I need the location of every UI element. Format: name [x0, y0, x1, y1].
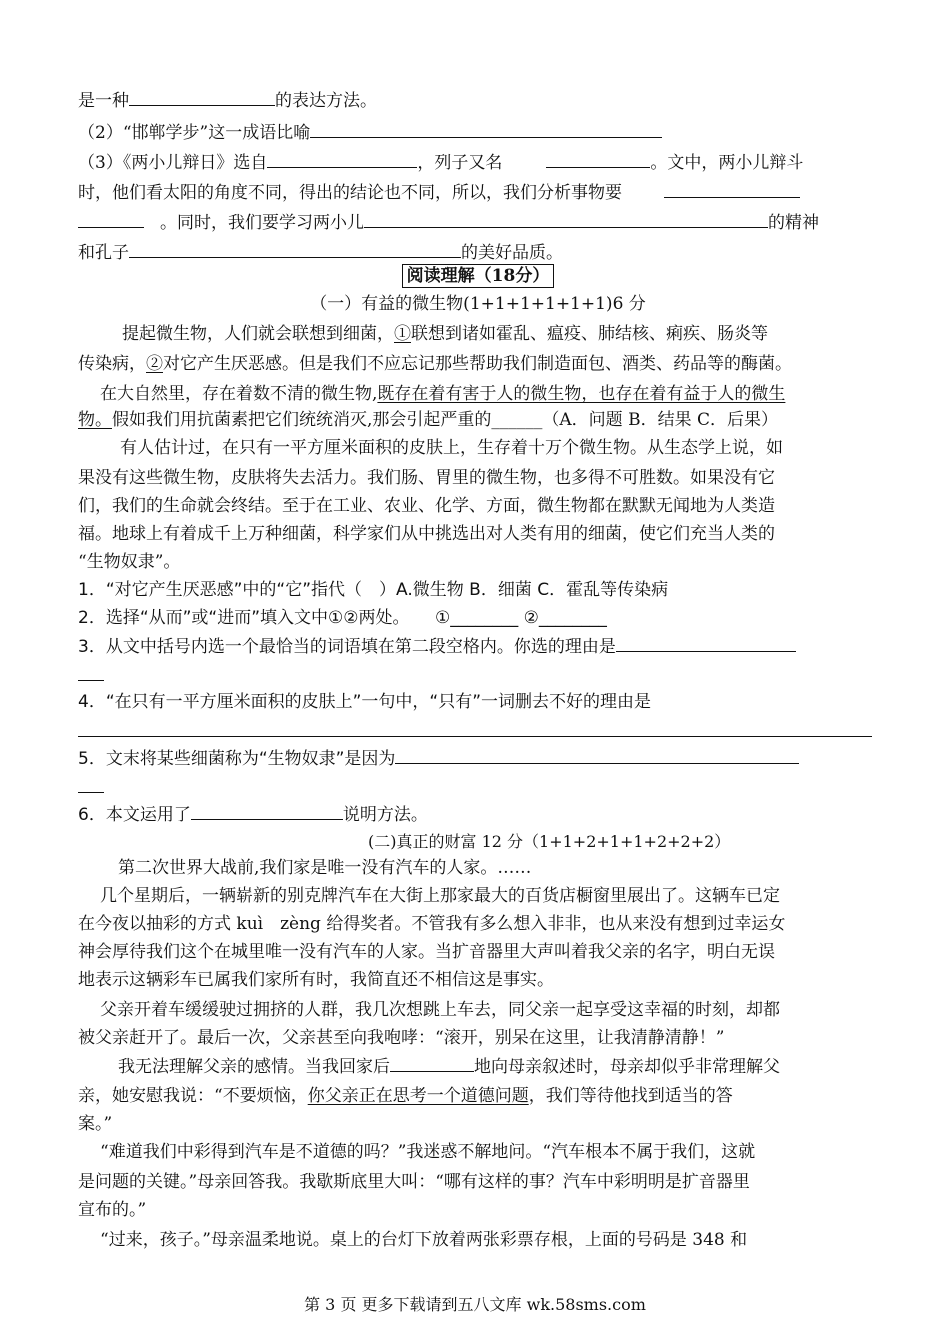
answer-blank[interactable] — [546, 150, 650, 168]
text: 联想到诸如霍乱、瘟疫、肺结核、痢疾、肠炎等 — [411, 324, 768, 344]
passage1-line — [78, 352, 878, 376]
passage1-title: （一）有益的微生物(1+1+1+1+1+1)6 分 — [310, 294, 646, 314]
fill-line-5 — [78, 210, 878, 235]
text: 。文中，两小儿辩斗 — [650, 153, 804, 173]
answer-blank[interactable] — [390, 1054, 474, 1072]
passage2-line: 神会厚待我们这个在城里唯一没有汽车的人家。当扩音器里大声叫着我父亲的名字，明白无误 — [78, 942, 775, 962]
text: 6．本文运用了 — [78, 805, 191, 825]
text: ，我们等待他找到适当的答 — [528, 1086, 733, 1106]
passage2-line: 地表示这辆彩车已属我们家所有时，我简直还不相信这是事实。 — [78, 970, 554, 990]
passage2-line: 案。” — [78, 1114, 113, 1134]
blank-marker-1: ① — [394, 324, 411, 344]
fill-line-2 — [78, 120, 878, 145]
question-4: 4．“在只有一平方厘米面积的皮肤上”一句中，“只有”一词删去不好的理由是 — [78, 692, 652, 712]
text: 和孔子 — [78, 243, 129, 263]
fill-line-4 — [78, 180, 878, 205]
blank-marker-2: ② — [146, 354, 163, 374]
passage2-line: 第二次世界大战前,我们家是唯一没有汽车的人家。…… — [118, 858, 532, 878]
question-5 — [78, 746, 878, 771]
text: 是一种 — [78, 91, 129, 111]
question-2: 2．选择“从而”或“进而”填入文中①②两处。 ①________ ②________ — [78, 608, 607, 628]
answer-blank[interactable] — [267, 150, 417, 168]
text: 传染病， — [78, 354, 146, 374]
passage2-line: 宣布的。” — [78, 1200, 147, 1220]
answer-blank[interactable] — [129, 88, 275, 106]
answer-line[interactable] — [78, 736, 872, 737]
text: 我无法理解父亲的感情。当我回家后 — [118, 1057, 390, 1077]
answer-line[interactable] — [78, 680, 104, 681]
passage1-line: 果没有这些微生物，皮肤将失去活力。我们肠、胃里的微生物，也多得不可胜数。如果没有它 — [78, 468, 775, 488]
passage1-line — [78, 408, 878, 432]
text: 对它产生厌恶感。但是我们不应忘记那些帮助我们制造面包、酒类、药品等的酶菌。 — [163, 354, 792, 374]
fill-line-1 — [78, 88, 878, 113]
question-6 — [78, 802, 878, 827]
text: 提起微生物，人们就会联想到细菌， — [122, 324, 394, 344]
answer-line[interactable] — [78, 792, 104, 793]
passage1-line — [100, 382, 900, 406]
answer-blank[interactable] — [191, 802, 343, 820]
underlined-sentence: 你父亲正在思考一个道德问题 — [307, 1086, 529, 1106]
answer-blank[interactable] — [310, 120, 662, 138]
passage1-line: 们，我们的生命就会终结。至于在工业、农业、化学、方面，微生物都在默默无闻地为人类造 — [78, 496, 775, 516]
passage2-line: 是问题的关键。”母亲回答我。我歇斯底里大叫：“哪有这样的事？汽车中彩明明是扩音器里 — [78, 1172, 750, 1192]
passage2-line: 在今夜以抽彩的方式 kuì zèng 给得奖者。不管我有多么想入非非，也从来没有想到过幸运女 — [78, 914, 786, 934]
fill-line-3 — [78, 150, 878, 175]
section-heading: 阅读理解（18分） — [402, 264, 555, 288]
passage1-line: 福。地球上有着成千上万种细菌，科学家们从中挑选出对人类有用的细菌，使它们充当人类的 — [78, 524, 775, 544]
answer-blank[interactable] — [78, 210, 144, 228]
text: 。同时，我们要学习两小儿 — [160, 213, 364, 233]
text: （3）《两小儿辩日》选自 — [78, 153, 268, 173]
answer-blank[interactable] — [364, 210, 768, 228]
passage1-line — [122, 322, 882, 346]
text: 在大自然里，存在着数不清的微生物, — [100, 384, 378, 404]
answer-blank[interactable] — [664, 180, 800, 198]
text: 说明方法。 — [342, 805, 428, 825]
text: 的精神 — [768, 213, 819, 233]
text: 假如我们用抗菌素把它们统统消灭,那会引起严重的______（A．问题 B．结果 C．后果） — [112, 410, 778, 430]
passage2-line: “过来，孩子。”母亲温柔地说。桌上的台灯下放着两张彩票存根，上面的号码是 348 和 — [100, 1230, 748, 1250]
passage2-line: 被父亲赶开了。最后一次，父亲甚至向我咆哮：“滚开，别呆在这里，让我清静清静！” — [78, 1028, 725, 1048]
text: 的表达方法。 — [275, 91, 377, 111]
passage1-line: “生物奴隶”。 — [78, 552, 181, 572]
question-1: 1．“对它产生厌恶感”中的“它”指代（ ）A.微生物 B．细菌 C．霍乱等传染病 — [78, 580, 669, 600]
underlined-sentence: 既存在着有害于人的微生物，也存在着有益于人的微生 — [377, 384, 786, 404]
passage2-line — [78, 1084, 878, 1108]
text: 的美好品质。 — [461, 243, 563, 263]
page-footer: 第 3 页 更多下载请到五八文库 wk.58sms.com — [304, 1295, 646, 1314]
text: 时，他们看太阳的角度不同，得出的结论也不同，所以，我们分析事物要 — [78, 183, 622, 203]
text: 3．从文中括号内选一个最恰当的词语填在第二段空格内。你选的理由是 — [78, 637, 616, 657]
question-3 — [78, 634, 878, 659]
text: 5．文末将某些细菌称为“生物奴隶”是因为 — [78, 749, 396, 769]
section-heading-row — [78, 264, 878, 288]
answer-blank[interactable] — [395, 746, 799, 764]
passage1-line: 有人估计过，在只有一平方厘米面积的皮肤上，生存着十万个微生物。从生态学上说，如 — [120, 438, 783, 458]
passage2-line — [118, 1054, 918, 1079]
text: 亲，她安慰我说：“不要烦恼， — [78, 1086, 308, 1106]
answer-blank[interactable] — [129, 240, 461, 258]
answer-blank[interactable] — [616, 634, 796, 652]
passage2-line: 父亲开着车缓缓驶过拥挤的人群，我几次想跳上车去，同父亲一起享受这幸福的时刻，却都 — [100, 1000, 780, 1020]
text: ，列子又名 — [417, 153, 503, 173]
underlined-sentence: 物。 — [78, 410, 112, 430]
passage2-line: 几个星期后，一辆崭新的别克牌汽车在大街上那家最大的百货店橱窗里展出了。这辆车已定 — [100, 886, 780, 906]
text: 地向母亲叙述时，母亲却似乎非常理解父 — [474, 1057, 780, 1077]
passage2-line: “难道我们中彩得到汽车是不道德的吗？”我迷惑不解地问。“汽车根本不属于我们，这就 — [100, 1142, 756, 1162]
text: （2）“邯郸学步”这一成语比喻 — [78, 123, 311, 143]
passage2-title: (二)真正的财富 12 分（1+1+2+1+1+2+2+2） — [368, 832, 731, 851]
fill-line-6 — [78, 240, 878, 265]
